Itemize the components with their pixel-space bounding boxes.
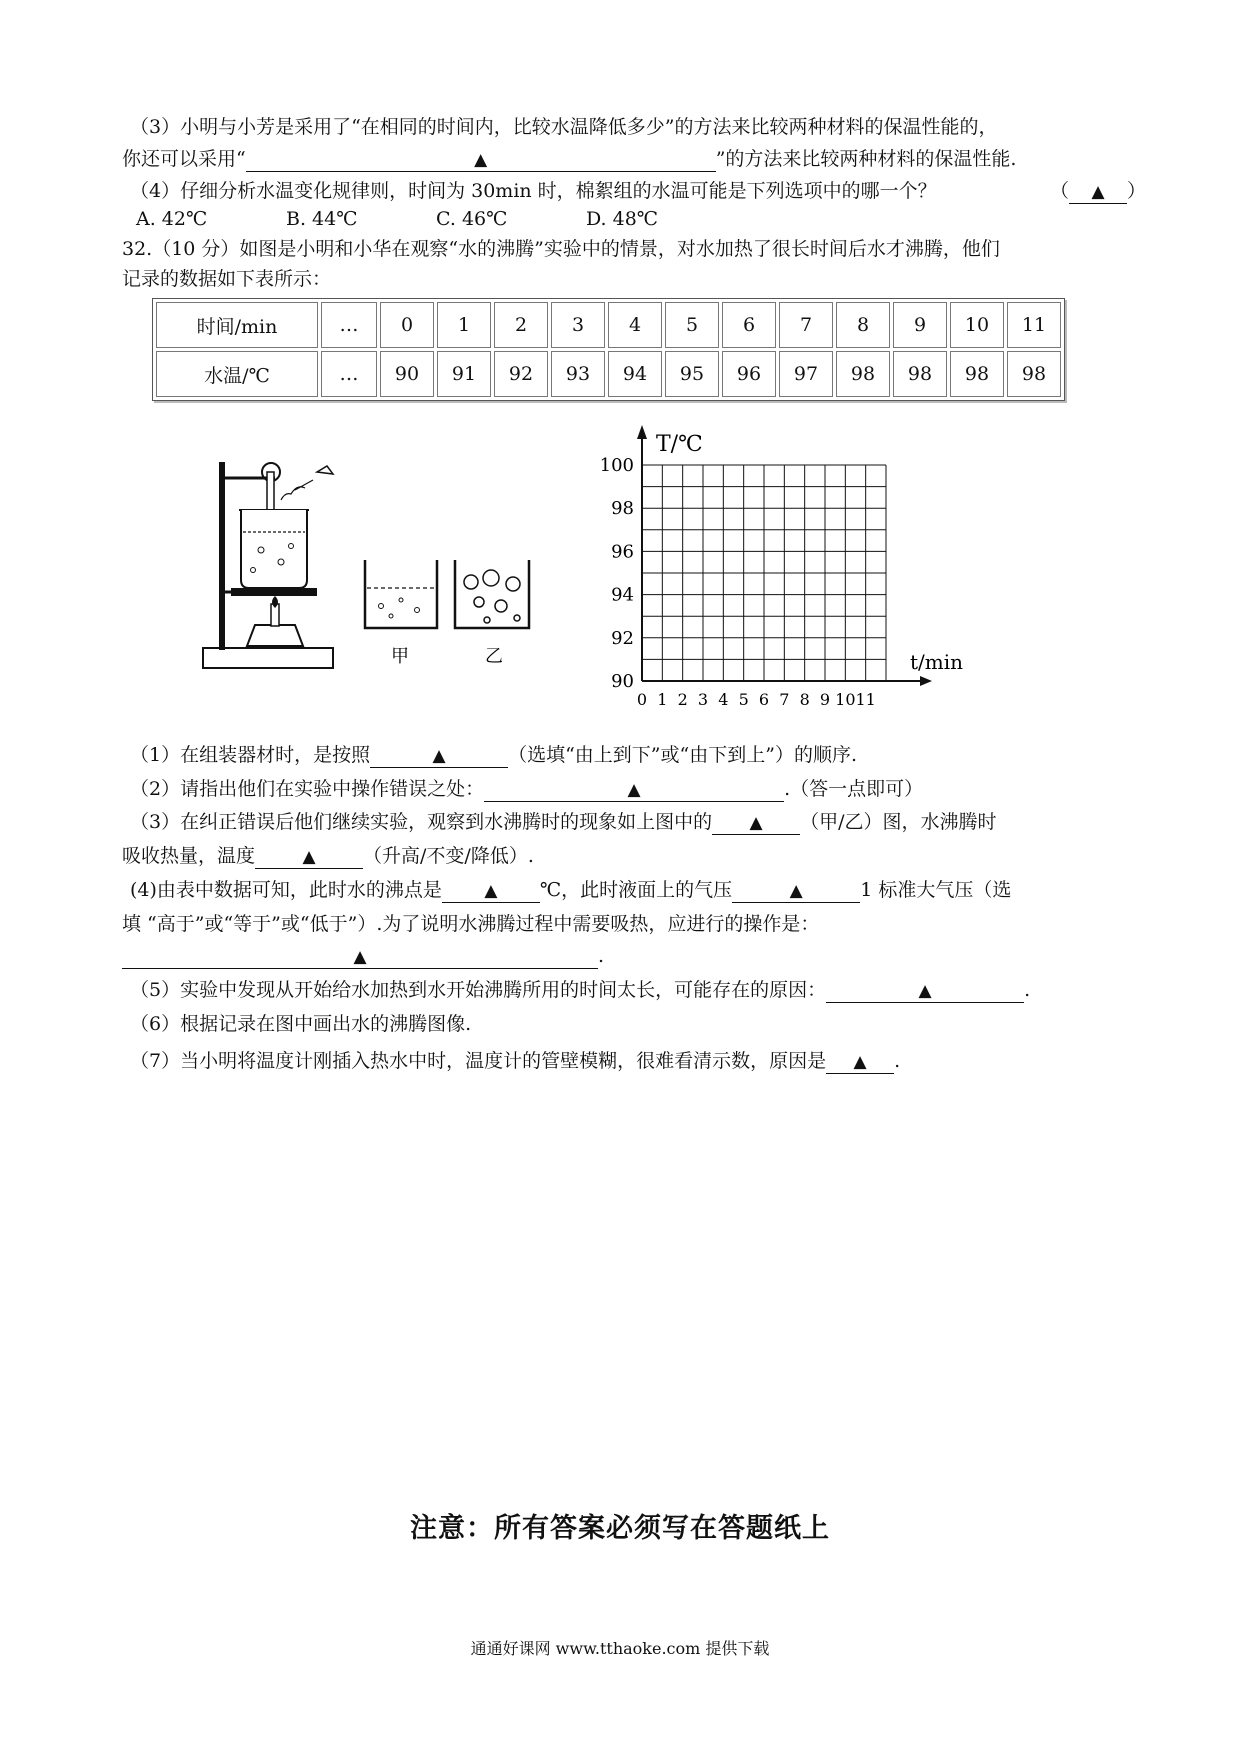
answer-blank[interactable] [826, 979, 1024, 1003]
answer-triangle-icon: ▲ [432, 746, 446, 766]
x-tick-label: 4 [718, 690, 729, 709]
q32-part3-line1: （3）在纠正错误后他们继续实验，观察到水沸腾时的现象如上图中的 ▲ （甲/乙）图，水沸腾时 [130, 811, 997, 833]
answer-blank[interactable] [826, 1050, 894, 1074]
x-axis-label: t/min [910, 650, 964, 674]
option-b[interactable]: B. 44℃ [286, 208, 358, 230]
x-tick-label: 8 [799, 690, 810, 709]
q31-part4-question: （4）仔细分析水温变化规律则，时间为 30min 时，棉絮组的水温可能是下列选项中的哪一个？ [130, 180, 937, 202]
notice-heading: 注意：所有答案必须写在答题纸上 [410, 1513, 830, 1544]
table-cell: 11 [1007, 302, 1061, 348]
row-header-time: 时间/min [156, 302, 318, 348]
table-cell: 97 [779, 351, 833, 397]
apparatus-figure [195, 450, 565, 695]
q31-part3-line2: 你还可以采用“ ▲ ”的方法来比较两种材料的保温性能. [122, 148, 1017, 170]
answer-triangle-icon: ▲ [627, 780, 641, 800]
table-cell: 98 [950, 351, 1004, 397]
table-cell: 8 [836, 302, 890, 348]
x-tick-label: 2 [677, 690, 688, 709]
x-tick-label: 11 [855, 690, 876, 709]
q32-part5: （5）实验中发现从开始给水加热到水开始沸腾所用的时间太长，可能存在的原因： ▲ . [130, 979, 1031, 1001]
q32-part4-line2: 填 “高于”或“等于”或“低于”）.为了说明水沸腾过程中需要吸热，应进行的操作是： [122, 913, 820, 935]
q32-part3-line2: 吸收热量，温度 ▲ （升高/不变/降低）. [122, 845, 534, 867]
table-cell: 98 [893, 351, 947, 397]
answer-blank[interactable] [255, 845, 363, 869]
table-cell: 94 [608, 351, 662, 397]
option-c[interactable]: C. 46℃ [436, 208, 508, 230]
answer-blank[interactable] [484, 778, 784, 802]
table-cell: 98 [1007, 351, 1061, 397]
q32-part4-line3: ▲ . [122, 943, 604, 969]
q32-part6: （6）根据记录在图中画出水的沸腾图像. [130, 1013, 472, 1035]
x-tick-label: 7 [779, 690, 790, 709]
table-cell: 6 [722, 302, 776, 348]
table-cell: 10 [950, 302, 1004, 348]
row-header-temp: 水温/℃ [156, 351, 318, 397]
option-d[interactable]: D. 48℃ [586, 208, 659, 230]
x-tick-label: 10 [835, 690, 856, 709]
y-tick-label: 96 [611, 541, 634, 563]
q32-intro-line2: 记录的数据如下表所示： [122, 268, 332, 290]
x-tick-label: 6 [758, 690, 770, 709]
x-tick-label: 1 [657, 690, 668, 709]
answer-triangle-icon: ▲ [474, 150, 488, 170]
answer-triangle-icon: ▲ [749, 813, 763, 833]
table-cell: 4 [608, 302, 662, 348]
table-cell: 1 [437, 302, 491, 348]
answer-blank[interactable] [370, 744, 508, 768]
x-tick-label: 3 [697, 690, 709, 709]
temperature-grid-chart[interactable] [590, 415, 1000, 715]
x-tick-label: 5 [738, 690, 749, 709]
x-axis-arrow [920, 676, 932, 686]
table-cell: 98 [836, 351, 890, 397]
table-cell: 9 [893, 302, 947, 348]
answer-triangle-icon: ▲ [789, 881, 803, 901]
table-cell-ellipsis: … [321, 302, 377, 348]
y-tick-label: 100 [599, 455, 634, 476]
answer-triangle-icon: ▲ [484, 881, 498, 901]
table-cell-ellipsis: … [321, 351, 377, 397]
table-cell: 90 [380, 351, 434, 397]
q31-part3-line1: （3）小明与小芳是采用了“在相同的时间内，比较水温降低多少”的方法来比较两种材料的保温性能的， [130, 116, 998, 138]
option-a[interactable]: A. 42℃ [136, 208, 208, 230]
q31-options [136, 206, 658, 232]
answer-triangle-icon: ▲ [1091, 182, 1105, 202]
y-tick-label: 90 [611, 671, 634, 692]
answer-blank[interactable] [712, 811, 800, 835]
table-cell: 3 [551, 302, 605, 348]
q32-part7: （7）当小明将温度计刚插入热水中时，温度计的管壁模糊，很难看清示数，原因是 ▲ . [130, 1050, 901, 1072]
table-cell: 0 [380, 302, 434, 348]
y-axis-arrow [637, 425, 647, 439]
table-cell: 7 [779, 302, 833, 348]
answer-triangle-icon: ▲ [918, 981, 932, 1001]
table-row-time [156, 302, 1061, 348]
table-cell: 95 [665, 351, 719, 397]
y-tick-label: 98 [611, 498, 634, 520]
answer-triangle-icon: ▲ [302, 847, 316, 867]
y-axis-label: T/℃ [656, 432, 703, 457]
table-cell: 5 [665, 302, 719, 348]
answer-triangle-icon: ▲ [353, 947, 367, 967]
table-cell: 96 [722, 351, 776, 397]
x-tick-label: 9 [819, 690, 831, 709]
table-row-temp [156, 351, 1061, 397]
table-cell: 2 [494, 302, 548, 348]
answer-triangle-icon: ▲ [853, 1052, 867, 1072]
q32-intro-line1: 32.（10 分）如图是小明和小华在观察“水的沸腾”实验中的情景，对水加热了很长时间后水才沸腾，他们 [122, 238, 1000, 260]
x-tick-label: 0 [636, 690, 648, 709]
table-cell: 93 [551, 351, 605, 397]
y-tick-label: 92 [611, 627, 634, 649]
q32-part4-line1: (4)由表中数据可知，此时水的沸点是 ▲ ℃，此时液面上的气压 ▲ 1 标准大气压（选 [130, 879, 1012, 901]
q32-part1: （1）在组装器材时，是按照 ▲ （选填“由上到下”或“由下到上”）的顺序. [130, 744, 857, 766]
label-jia: 甲 [391, 646, 409, 667]
label-yi: 乙 [485, 646, 503, 667]
answer-blank[interactable] [246, 148, 716, 172]
y-tick-label: 94 [611, 584, 634, 606]
answer-blank[interactable] [732, 879, 860, 903]
q31-part4-answer-paren: （ ▲ ） [1050, 180, 1147, 202]
footer-source: 通通好课网 www.tthaoke.com 提供下载 [470, 1639, 770, 1658]
table-cell: 92 [494, 351, 548, 397]
data-table [152, 298, 1065, 401]
q32-part2: （2）请指出他们在实验中操作错误之处： ▲ .（答一点即可） [130, 778, 924, 800]
answer-blank[interactable] [122, 945, 598, 969]
answer-blank[interactable] [442, 879, 540, 903]
answer-blank[interactable] [1069, 180, 1127, 204]
table-cell: 91 [437, 351, 491, 397]
